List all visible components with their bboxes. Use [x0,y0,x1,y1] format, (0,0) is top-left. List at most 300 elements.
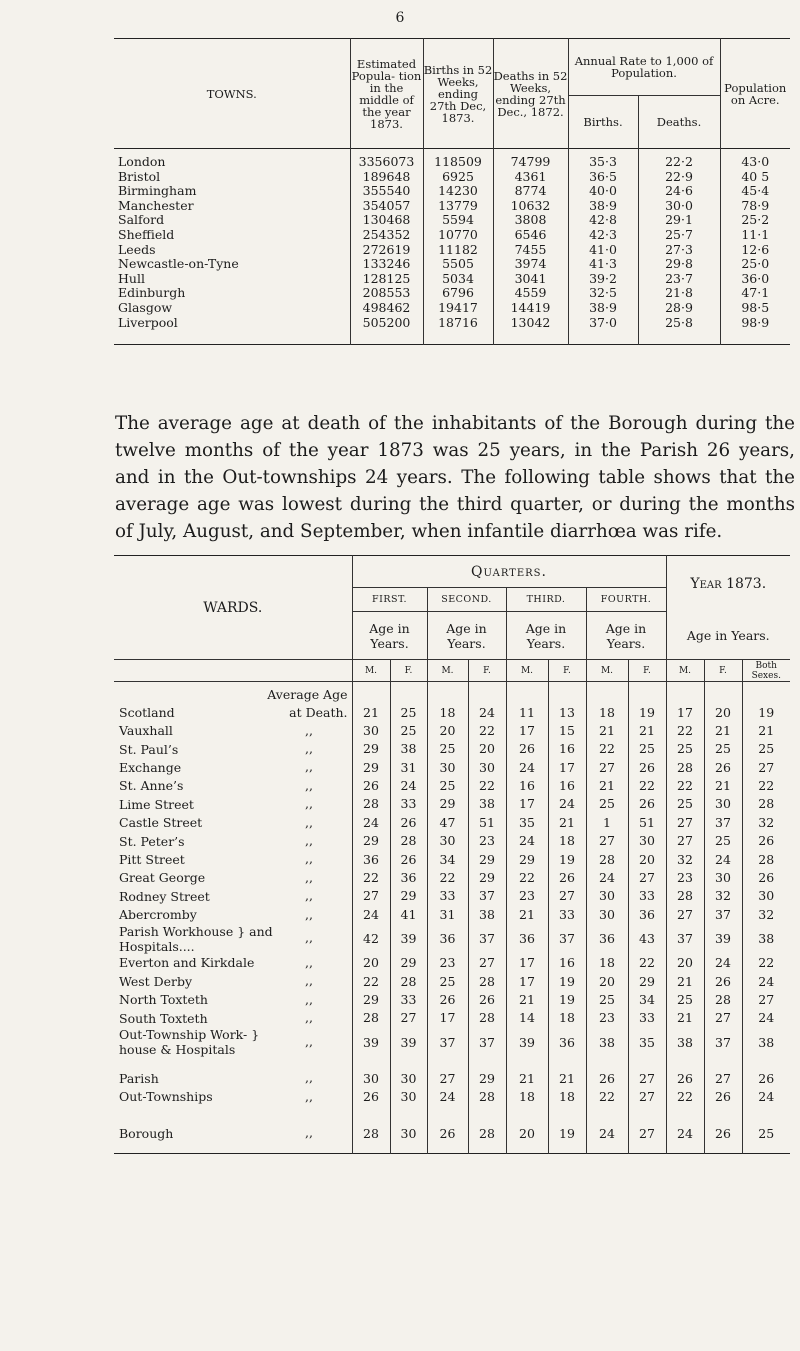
age-cell: 28 [666,758,704,776]
age-cell: 30 [390,1112,427,1153]
age-cell: 25 [704,740,742,758]
age-cell: 36 [506,924,548,954]
age-cell: 22 [586,740,628,758]
town-row [114,316,790,345]
age-cell: 20 [427,722,468,740]
ditto-mark: ,, [305,851,313,867]
town-dens-cell: 98·9 [720,316,790,345]
age-cell: 25 [427,972,468,990]
town-dr-cell: 22·2 [638,149,720,170]
age-cell: 19 [548,991,586,1009]
town-births-cell: 5594 [423,213,493,228]
age-cell: 38 [742,924,790,954]
age-cell: 20 [506,1112,548,1153]
age-cell: 27 [666,832,704,850]
age-cell: 24 [704,850,742,868]
town-deaths-cell: 3974 [493,257,568,272]
age-cell: 26 [628,758,666,776]
age-cell: 37 [468,924,506,954]
town-br-cell: 38·9 [568,301,638,316]
town-pop-cell: 128125 [350,272,423,287]
age-cell: 16 [506,777,548,795]
ward-name-text: Exchange [119,759,182,775]
town-pop-cell: 498462 [350,301,423,316]
male-header: M. [427,660,468,682]
third-quarter-header: THIRD. [506,588,586,612]
age-cell: 22 [427,869,468,887]
age-cell: 37 [468,1027,506,1057]
age-cell: 29 [506,850,548,868]
ditto-mark: ,, [305,722,313,738]
age-cell: 26 [742,1057,790,1087]
town-row [114,272,790,287]
age-cell: 28 [742,850,790,868]
town-br-cell: 42·8 [568,213,638,228]
age-cell: 34 [628,991,666,1009]
town-deaths-cell: 7455 [493,243,568,258]
town-name: Manchester [118,197,194,213]
age-cell: 26 [352,777,390,795]
town-dr-cell: 25·7 [638,228,720,243]
age-cell: 22 [586,1088,628,1112]
ward-name [114,850,352,868]
ditto-mark: ,, [305,1010,313,1026]
age-cell: 31 [390,758,427,776]
ward-row [114,869,790,887]
age-cell: 29 [352,740,390,758]
ward-name-text: St. Peter’s [119,833,185,849]
age-cell: 19 [742,704,790,722]
age-cell: 26 [548,869,586,887]
age-cell: 39 [352,1027,390,1057]
age-cell: 29 [427,795,468,813]
age-cell: 21 [548,814,586,832]
ward-name [114,758,352,776]
ward-row [114,972,790,990]
age-cell: 17 [506,722,548,740]
ward-row [114,704,790,722]
ditto-mark: ,, [305,740,313,756]
ward-name [114,832,352,850]
wards-table [114,555,790,1154]
ward-row [114,795,790,813]
age-cell: 29 [390,954,427,972]
ditto-mark: ,, [305,930,313,946]
age-cell: 26 [390,814,427,832]
town-dens-cell: 78·9 [720,199,790,214]
female-header: F. [548,660,586,682]
age-cell: 25 [390,722,427,740]
age-cell: 32 [742,906,790,924]
age-cell: 28 [586,850,628,868]
ditto-mark: ,, [305,814,313,830]
ward-name-text: Great George [119,870,206,886]
age-cell: 24 [586,1112,628,1153]
age-cell: 19 [548,972,586,990]
town-dens-cell: 25·2 [720,213,790,228]
age-cell: 38 [390,740,427,758]
age-cell: 18 [427,704,468,722]
q3-age-header: Age in Years. [506,612,586,660]
age-cell: 33 [548,906,586,924]
age-cell: 32 [704,887,742,905]
town-dr-cell: 30·0 [638,199,720,214]
town-dr-cell: 24·6 [638,184,720,199]
age-cell: 29 [468,1057,506,1087]
age-cell: 26 [390,850,427,868]
town-name: Glasgow [118,299,173,315]
age-cell: 27 [666,814,704,832]
town-dens-cell: 43·0 [720,149,790,170]
town-births-cell: 14230 [423,184,493,199]
age-cell: 18 [548,1088,586,1112]
age-cell: 32 [666,850,704,868]
age-cell: 17 [506,954,548,972]
age-cell: 17 [506,795,548,813]
ditto-mark: ,, [305,954,313,970]
age-cell: 22 [742,777,790,795]
age-cell: 25 [666,795,704,813]
age-cell: 21 [742,722,790,740]
age-cell: 36 [427,924,468,954]
age-cell: 22 [352,972,390,990]
town-name: Hull [118,270,145,286]
ditto-mark: ,, [305,906,313,922]
age-cell: 26 [742,832,790,850]
births-header: Births in 52 Weeks, ending 27th Dec, 1873. [423,39,493,149]
age-cell: 30 [586,887,628,905]
town-row [114,184,790,199]
ward-row [114,906,790,924]
ward-name-text: Rodney Street [119,888,210,904]
town-name: Edinburgh [118,285,186,301]
female-header: F. [390,660,427,682]
age-cell: 18 [586,954,628,972]
age-cell: 28 [352,1112,390,1153]
age-cell: 35 [628,1027,666,1057]
age-cell: 36 [586,924,628,954]
town-deaths-cell: 3808 [493,213,568,228]
town-births-cell: 19417 [423,301,493,316]
ward-name [114,740,352,758]
age-cell: 33 [390,795,427,813]
age-cell: 26 [586,1057,628,1087]
age-cell: 19 [548,850,586,868]
ward-name [114,1057,352,1087]
age-cell: 15 [548,722,586,740]
age-cell: 27 [704,1057,742,1087]
age-cell: 24 [352,814,390,832]
age-cell: 29 [468,850,506,868]
age-cell: 28 [468,1088,506,1112]
towns-table [114,38,790,345]
female-header: F. [628,660,666,682]
age-cell: 25 [742,740,790,758]
age-cell: 26 [506,740,548,758]
age-cell: 24 [548,795,586,813]
age-cell: 23 [468,832,506,850]
town-name: Leeds [118,241,156,257]
age-cell: 27 [390,1009,427,1027]
age-cell: 27 [742,758,790,776]
ditto-mark: ,, [305,1125,313,1141]
ward-row [114,777,790,795]
town-dr-cell: 28·9 [638,301,720,316]
age-cell: 25 [586,991,628,1009]
age-cell: 18 [586,704,628,722]
age-cell: 27 [427,1057,468,1087]
age-cell: 22 [628,777,666,795]
town-deaths-cell: 8774 [493,184,568,199]
town-deaths-cell: 4559 [493,286,568,301]
age-cell: 37 [468,887,506,905]
ditto-mark: ,, [305,973,313,989]
age-cell: 35 [506,814,548,832]
age-cell: 1 [586,814,628,832]
ditto-mark: ,, [305,888,313,904]
both-sexes-header: Both Sexes. [742,660,790,682]
ward-name-text: Vauxhall [119,723,173,739]
age-cell: 37 [427,1027,468,1057]
age-cell: 33 [427,887,468,905]
age-cell: 38 [468,795,506,813]
age-cell: 27 [628,1088,666,1112]
age-cell: 28 [742,795,790,813]
ward-name [114,1088,352,1112]
age-cell: 24 [704,954,742,972]
town-dr-cell: 21·8 [638,286,720,301]
age-cell: 30 [352,722,390,740]
town-row [114,301,790,316]
age-cell: 28 [666,887,704,905]
ward-name [114,814,352,832]
ward-row [114,1088,790,1112]
town-br-cell: 35·3 [568,149,638,170]
age-cell: 17 [666,704,704,722]
age-cell: 20 [468,740,506,758]
town-pop-cell: 189648 [350,170,423,185]
age-cell: 25 [742,1112,790,1153]
town-births-cell: 13779 [423,199,493,214]
year-header: Year 1873. [666,556,790,612]
age-cell: 38 [468,906,506,924]
town-pop-cell: 3356073 [350,149,423,170]
age-cell: 17 [506,972,548,990]
age-cell: 30 [628,832,666,850]
age-cell: 28 [352,795,390,813]
age-cell: 22 [468,777,506,795]
age-cell: 26 [666,1057,704,1087]
age-cell: 36 [390,869,427,887]
age-cell: 26 [704,758,742,776]
age-cell: 22 [666,722,704,740]
ward-name [114,1027,352,1057]
age-cell: 13 [548,704,586,722]
age-cell: 11 [506,704,548,722]
age-cell: 24 [352,906,390,924]
age-cell: 33 [628,1009,666,1027]
age-cell: 36 [352,850,390,868]
age-cell: 21 [352,704,390,722]
town-dens-cell: 45·4 [720,184,790,199]
female-header: F. [704,660,742,682]
age-cell: 41 [390,906,427,924]
town-row [114,286,790,301]
age-cell: 28 [468,972,506,990]
age-cell: 21 [506,1057,548,1087]
age-cell: 28 [468,1009,506,1027]
age-cell: 22 [506,869,548,887]
town-births-cell: 11182 [423,243,493,258]
town-pop-cell: 130468 [350,213,423,228]
male-header: M. [666,660,704,682]
town-name: Salford [118,212,165,228]
age-cell: 47 [427,814,468,832]
q4-age-header: Age in Years. [586,612,666,660]
age-cell: 22 [742,954,790,972]
q1-age-header: Age in Years. [352,612,427,660]
ditto-mark: ,, [305,796,313,812]
age-cell: 37 [704,1027,742,1057]
ward-name [114,1009,352,1027]
town-births-cell: 5505 [423,257,493,272]
age-cell: 28 [390,832,427,850]
quarters-header: Quarters. [352,556,666,588]
town-deaths-cell: 13042 [493,316,568,345]
age-cell: 29 [352,758,390,776]
age-cell: 22 [666,777,704,795]
ward-name [114,704,352,722]
age-cell: 36 [548,1027,586,1057]
rate-deaths-header: Deaths. [638,96,720,149]
age-cell: 27 [352,887,390,905]
town-br-cell: 39·2 [568,272,638,287]
ditto-mark: ,, [305,1033,313,1049]
age-cell: 20 [352,954,390,972]
age-cell: 38 [742,1027,790,1057]
age-cell: 28 [352,1009,390,1027]
ward-row [114,850,790,868]
ward-row [114,887,790,905]
ward-row [114,954,790,972]
age-cell: 27 [704,1009,742,1027]
age-cell: 39 [390,924,427,954]
town-name: Birmingham [118,183,197,199]
age-cell: 28 [390,972,427,990]
town-name: London [118,154,166,169]
age-cell: 19 [548,1112,586,1153]
town-pop-cell: 505200 [350,316,423,345]
age-cell: 37 [666,924,704,954]
age-cell: 39 [704,924,742,954]
age-cell: 18 [548,1009,586,1027]
age-cell: 38 [586,1027,628,1057]
q2-age-header: Age in Years. [427,612,506,660]
age-cell: 25 [666,991,704,1009]
ward-name [114,869,352,887]
age-cell: 26 [704,972,742,990]
age-cell: 25 [427,740,468,758]
ward-name [114,972,352,990]
ditto-mark: ,, [305,832,313,848]
town-dens-cell: 11·1 [720,228,790,243]
rate-births-header: Births. [568,96,638,149]
age-cell: 23 [427,954,468,972]
ward-name-text: Everton and Kirkdale [119,955,255,971]
age-cell: 27 [548,887,586,905]
male-header: M. [586,660,628,682]
age-cell: 30 [352,1057,390,1087]
town-dens-cell: 98·5 [720,301,790,316]
town-row [114,228,790,243]
age-cell: 17 [427,1009,468,1027]
age-cell: 25 [704,832,742,850]
age-cell: 38 [666,1027,704,1057]
age-cell: 24 [586,869,628,887]
age-cell: 26 [427,1112,468,1153]
ward-row [114,1009,790,1027]
age-cell: 21 [704,777,742,795]
annual-rate-header: Annual Rate to 1,000 of Population. [568,39,720,96]
age-cell: 20 [704,704,742,722]
ward-name [114,777,352,795]
at-death-text: at Death. [289,704,348,720]
age-cell: 21 [586,777,628,795]
town-births-cell: 5034 [423,272,493,287]
ward-name-text: St. Anne’s [119,778,184,794]
ditto-mark: ,, [305,759,313,775]
age-cell: 30 [468,758,506,776]
deaths-header: Deaths in 52 Weeks, ending 27th Dec., 1872. [493,39,568,149]
town-deaths-cell: 6546 [493,228,568,243]
town-pop-cell: 208553 [350,286,423,301]
town-deaths-cell: 4361 [493,170,568,185]
ditto-mark: ,, [305,1088,313,1104]
age-cell: 30 [704,869,742,887]
year-age-header: Age in Years. [666,612,790,660]
town-br-cell: 32·5 [568,286,638,301]
age-cell: 24 [506,832,548,850]
town-pop-cell: 355540 [350,184,423,199]
ward-row [114,758,790,776]
ditto-mark: ,, [305,777,313,793]
town-dens-cell: 47·1 [720,286,790,301]
female-header: F. [468,660,506,682]
age-cell: 26 [628,795,666,813]
town-br-cell: 36·5 [568,170,638,185]
town-dens-cell: 40 5 [720,170,790,185]
town-dr-cell: 25·8 [638,316,720,345]
ward-name [114,924,352,954]
ward-name-text: Parish Workhouse } and Hospitals.... [119,923,273,954]
age-cell: 18 [506,1088,548,1112]
town-births-cell: 6925 [423,170,493,185]
age-cell: 29 [352,832,390,850]
age-cell: 29 [390,887,427,905]
ward-name-text: Pitt Street [119,851,185,867]
town-deaths-cell: 3041 [493,272,568,287]
age-cell: 36 [628,906,666,924]
ward-name [114,991,352,1009]
age-cell: 27 [742,991,790,1009]
age-cell: 24 [666,1112,704,1153]
age-cell: 25 [390,704,427,722]
age-cell: 30 [742,887,790,905]
ward-name [114,722,352,740]
ward-row [114,1112,790,1153]
town-dr-cell: 22·9 [638,170,720,185]
age-cell: 27 [666,906,704,924]
